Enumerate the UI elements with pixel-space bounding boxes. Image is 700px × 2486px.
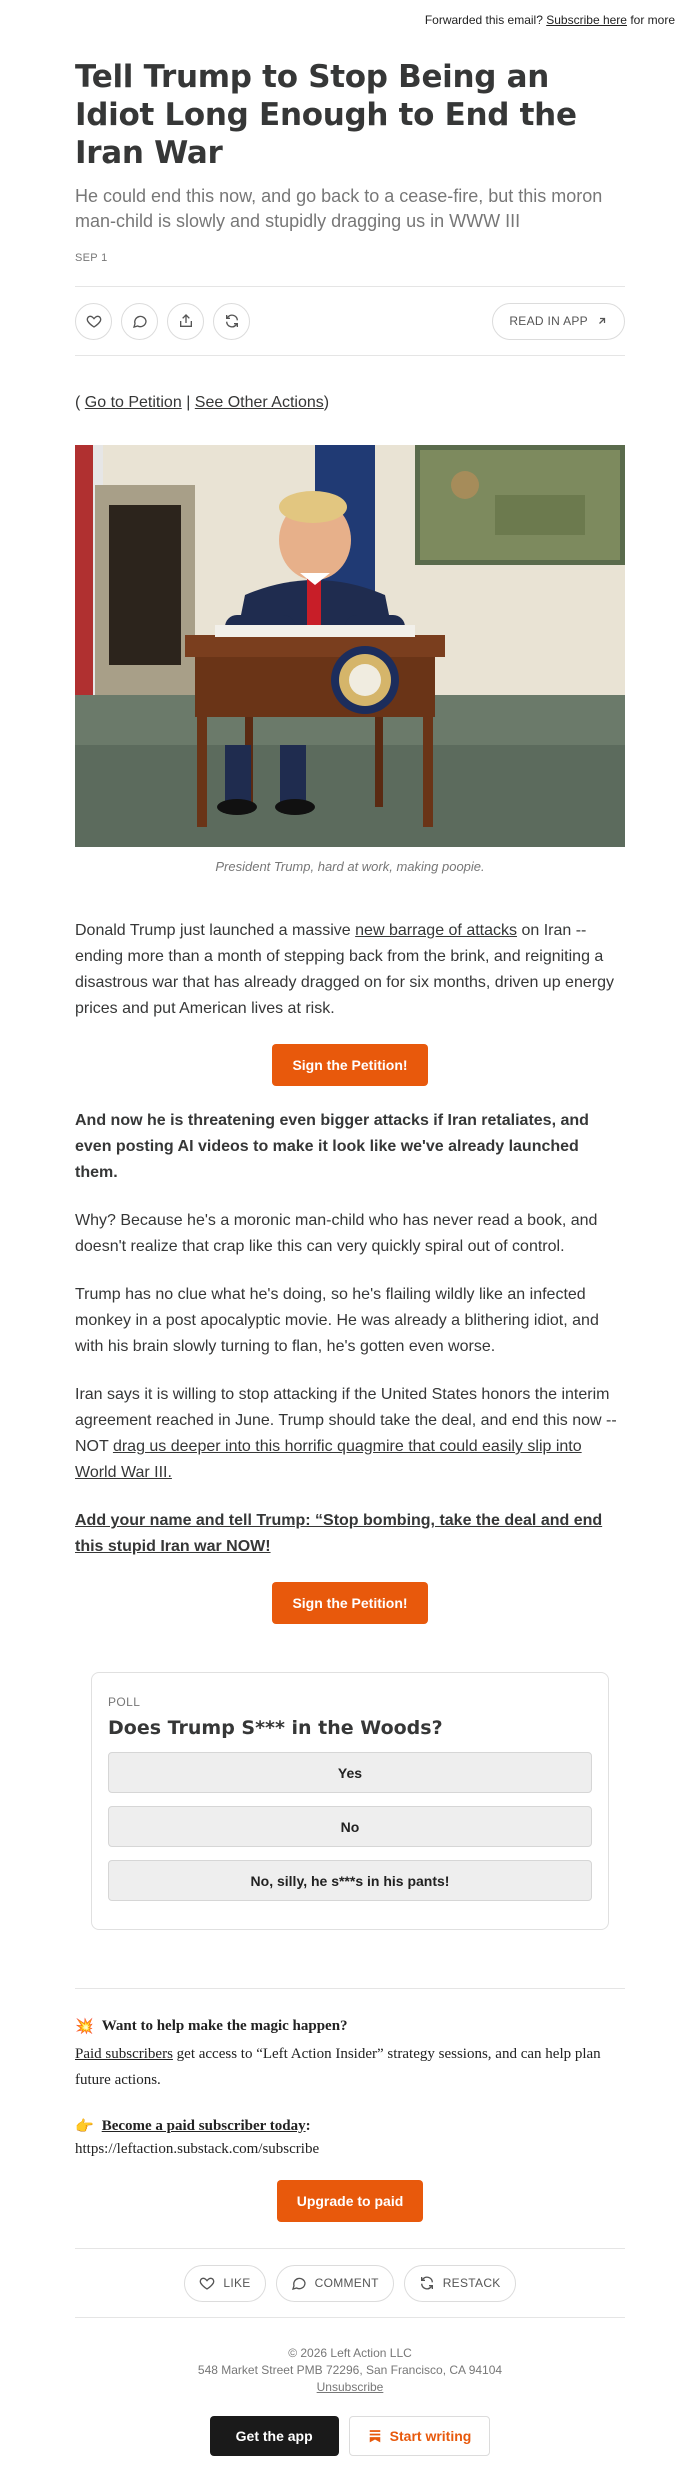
- body-paragraph-4: Trump has no clue what he's doing, so he's flailing wildly like an infected monkey in a post apocalyptic movie. He was already a blithering idiot, and with his brain slowly turning to flan, he's gotten even worse.: [75, 1286, 599, 1355]
- action-links: ( Go to Petition | See Other Actions): [75, 394, 330, 411]
- poll-label: POLL: [108, 1695, 141, 1709]
- like-pill-button[interactable]: LIKE: [184, 2265, 265, 2302]
- collision-icon: 💥: [75, 2017, 94, 2035]
- body-paragraph-1: Donald Trump just launched a massive new barrage of attacks on Iran -- ending more than a month of stepping back from the brink, and reigniting a disastrous war that has already dragged on for six months, driven up energy prices and put American lives at risk.: [75, 922, 614, 1017]
- become-paid-heading: 👉 Become a paid subscriber today :: [75, 2117, 311, 2135]
- restack-icon: [224, 313, 240, 329]
- subscribe-url: https://leftaction.substack.com/subscribe: [75, 2141, 320, 2157]
- forwarded-text: Forwarded this email?: [424, 13, 543, 27]
- arrow-up-right-icon: [596, 315, 608, 327]
- paid-subscribers-link[interactable]: Paid subscribers: [75, 2046, 173, 2062]
- post-date: SEP 1: [75, 252, 108, 264]
- post-subtitle: He could end this now, and go back to a cease-fire, but this moron man-child is slowly and stupidly dragging us in WWW III: [75, 186, 603, 231]
- poll-option-yes[interactable]: Yes: [108, 1752, 592, 1793]
- restack-icon: [419, 2275, 435, 2291]
- comment-button[interactable]: [121, 303, 158, 340]
- restack-pill-button[interactable]: RESTACK: [404, 2265, 516, 2302]
- heart-icon: [199, 2275, 215, 2291]
- body-paragraph-2: And now he is threatening even bigger attacks if Iran retaliates, and even posting AI videos to make it look like we've already launched them.: [75, 1112, 589, 1181]
- post-action-bar: [75, 286, 625, 356]
- comment-icon: [291, 2275, 307, 2291]
- oval-office-photo: [75, 445, 625, 847]
- unsubscribe-link[interactable]: Unsubscribe: [316, 2380, 384, 2394]
- body-paragraph-5: Iran says it is willing to stop attacking if the United States honors the interim agreement reached in June. Trump should take the deal, and end this now -- NOT drag us deeper into this horrific quagmire that could easily slip into World War III.: [75, 1386, 617, 1481]
- promo-heading: 💥 Want to help make the magic happen?: [75, 2017, 348, 2035]
- go-to-petition-link[interactable]: Go to Petition: [84, 394, 182, 411]
- poll-question: Does Trump S*** in the Woods?: [108, 1717, 443, 1739]
- share-icon: [178, 313, 194, 329]
- upgrade-to-paid-button[interactable]: Upgrade to paid: [277, 2180, 424, 2222]
- poll-option-pants[interactable]: No, silly, he s***s in his pants!: [108, 1860, 592, 1901]
- mailing-address: 548 Market Street PMB 72296, San Francisco, CA 94104: [197, 2363, 503, 2377]
- get-the-app-button[interactable]: Get the app: [210, 2416, 339, 2456]
- pointing-hand-icon: 👉: [75, 2117, 94, 2135]
- forwarded-notice: [75, 0, 675, 58]
- body-paragraph-6: [75, 1508, 625, 1560]
- read-in-app-label: READ IN APP: [509, 314, 588, 328]
- poll-option-no[interactable]: No: [108, 1806, 592, 1847]
- comment-icon: [132, 313, 148, 329]
- email-footer: [75, 2345, 625, 2396]
- start-writing-button[interactable]: Start writing: [349, 2416, 491, 2456]
- share-button[interactable]: [167, 303, 204, 340]
- post-title: Tell Trump to Stop Being an Idiot Long Enough to End the Iran War: [75, 59, 577, 171]
- sign-petition-button[interactable]: Sign the Petition!: [272, 1044, 427, 1086]
- post-image[interactable]: [75, 445, 625, 847]
- poll-card: [91, 1672, 609, 1930]
- see-other-actions-link[interactable]: See Other Actions: [194, 394, 324, 411]
- sign-petition-button-2[interactable]: Sign the Petition!: [272, 1582, 427, 1624]
- image-caption: President Trump, hard at work, making poopie.: [215, 859, 485, 874]
- like-button[interactable]: [75, 303, 112, 340]
- divider: [75, 1988, 625, 1989]
- bottom-action-bar: [75, 2248, 625, 2318]
- restack-button[interactable]: [213, 303, 250, 340]
- read-in-app-button[interactable]: [492, 303, 625, 340]
- add-your-name-link[interactable]: Add your name and tell Trump: “Stop bombing, take the deal and end this stupid Iran war NOW!: [75, 1512, 603, 1555]
- copyright: © 2026 Left Action LLC: [288, 2346, 412, 2360]
- for-more-text: for more: [630, 13, 675, 27]
- body-paragraph-3: Why? Because he's a moronic man-child who has never read a book, and doesn't realize that crap like this can very quickly spiral out of control.: [75, 1212, 598, 1255]
- comment-pill-button[interactable]: COMMENT: [276, 2265, 394, 2302]
- become-paid-link[interactable]: Become a paid subscriber today: [101, 2117, 306, 2134]
- heart-icon: [86, 313, 102, 329]
- subscribe-link[interactable]: Subscribe here: [546, 13, 627, 27]
- quagmire-link[interactable]: drag us deeper into this horrific quagmire that could easily slip into World War III.: [75, 1438, 582, 1481]
- new-barrage-link[interactable]: new barrage of attacks: [355, 922, 518, 939]
- promo-text: Paid subscribers get access to “Left Action Insider” strategy sessions, and can help plan future actions.: [75, 2046, 601, 2088]
- substack-logo-icon: [368, 2429, 382, 2443]
